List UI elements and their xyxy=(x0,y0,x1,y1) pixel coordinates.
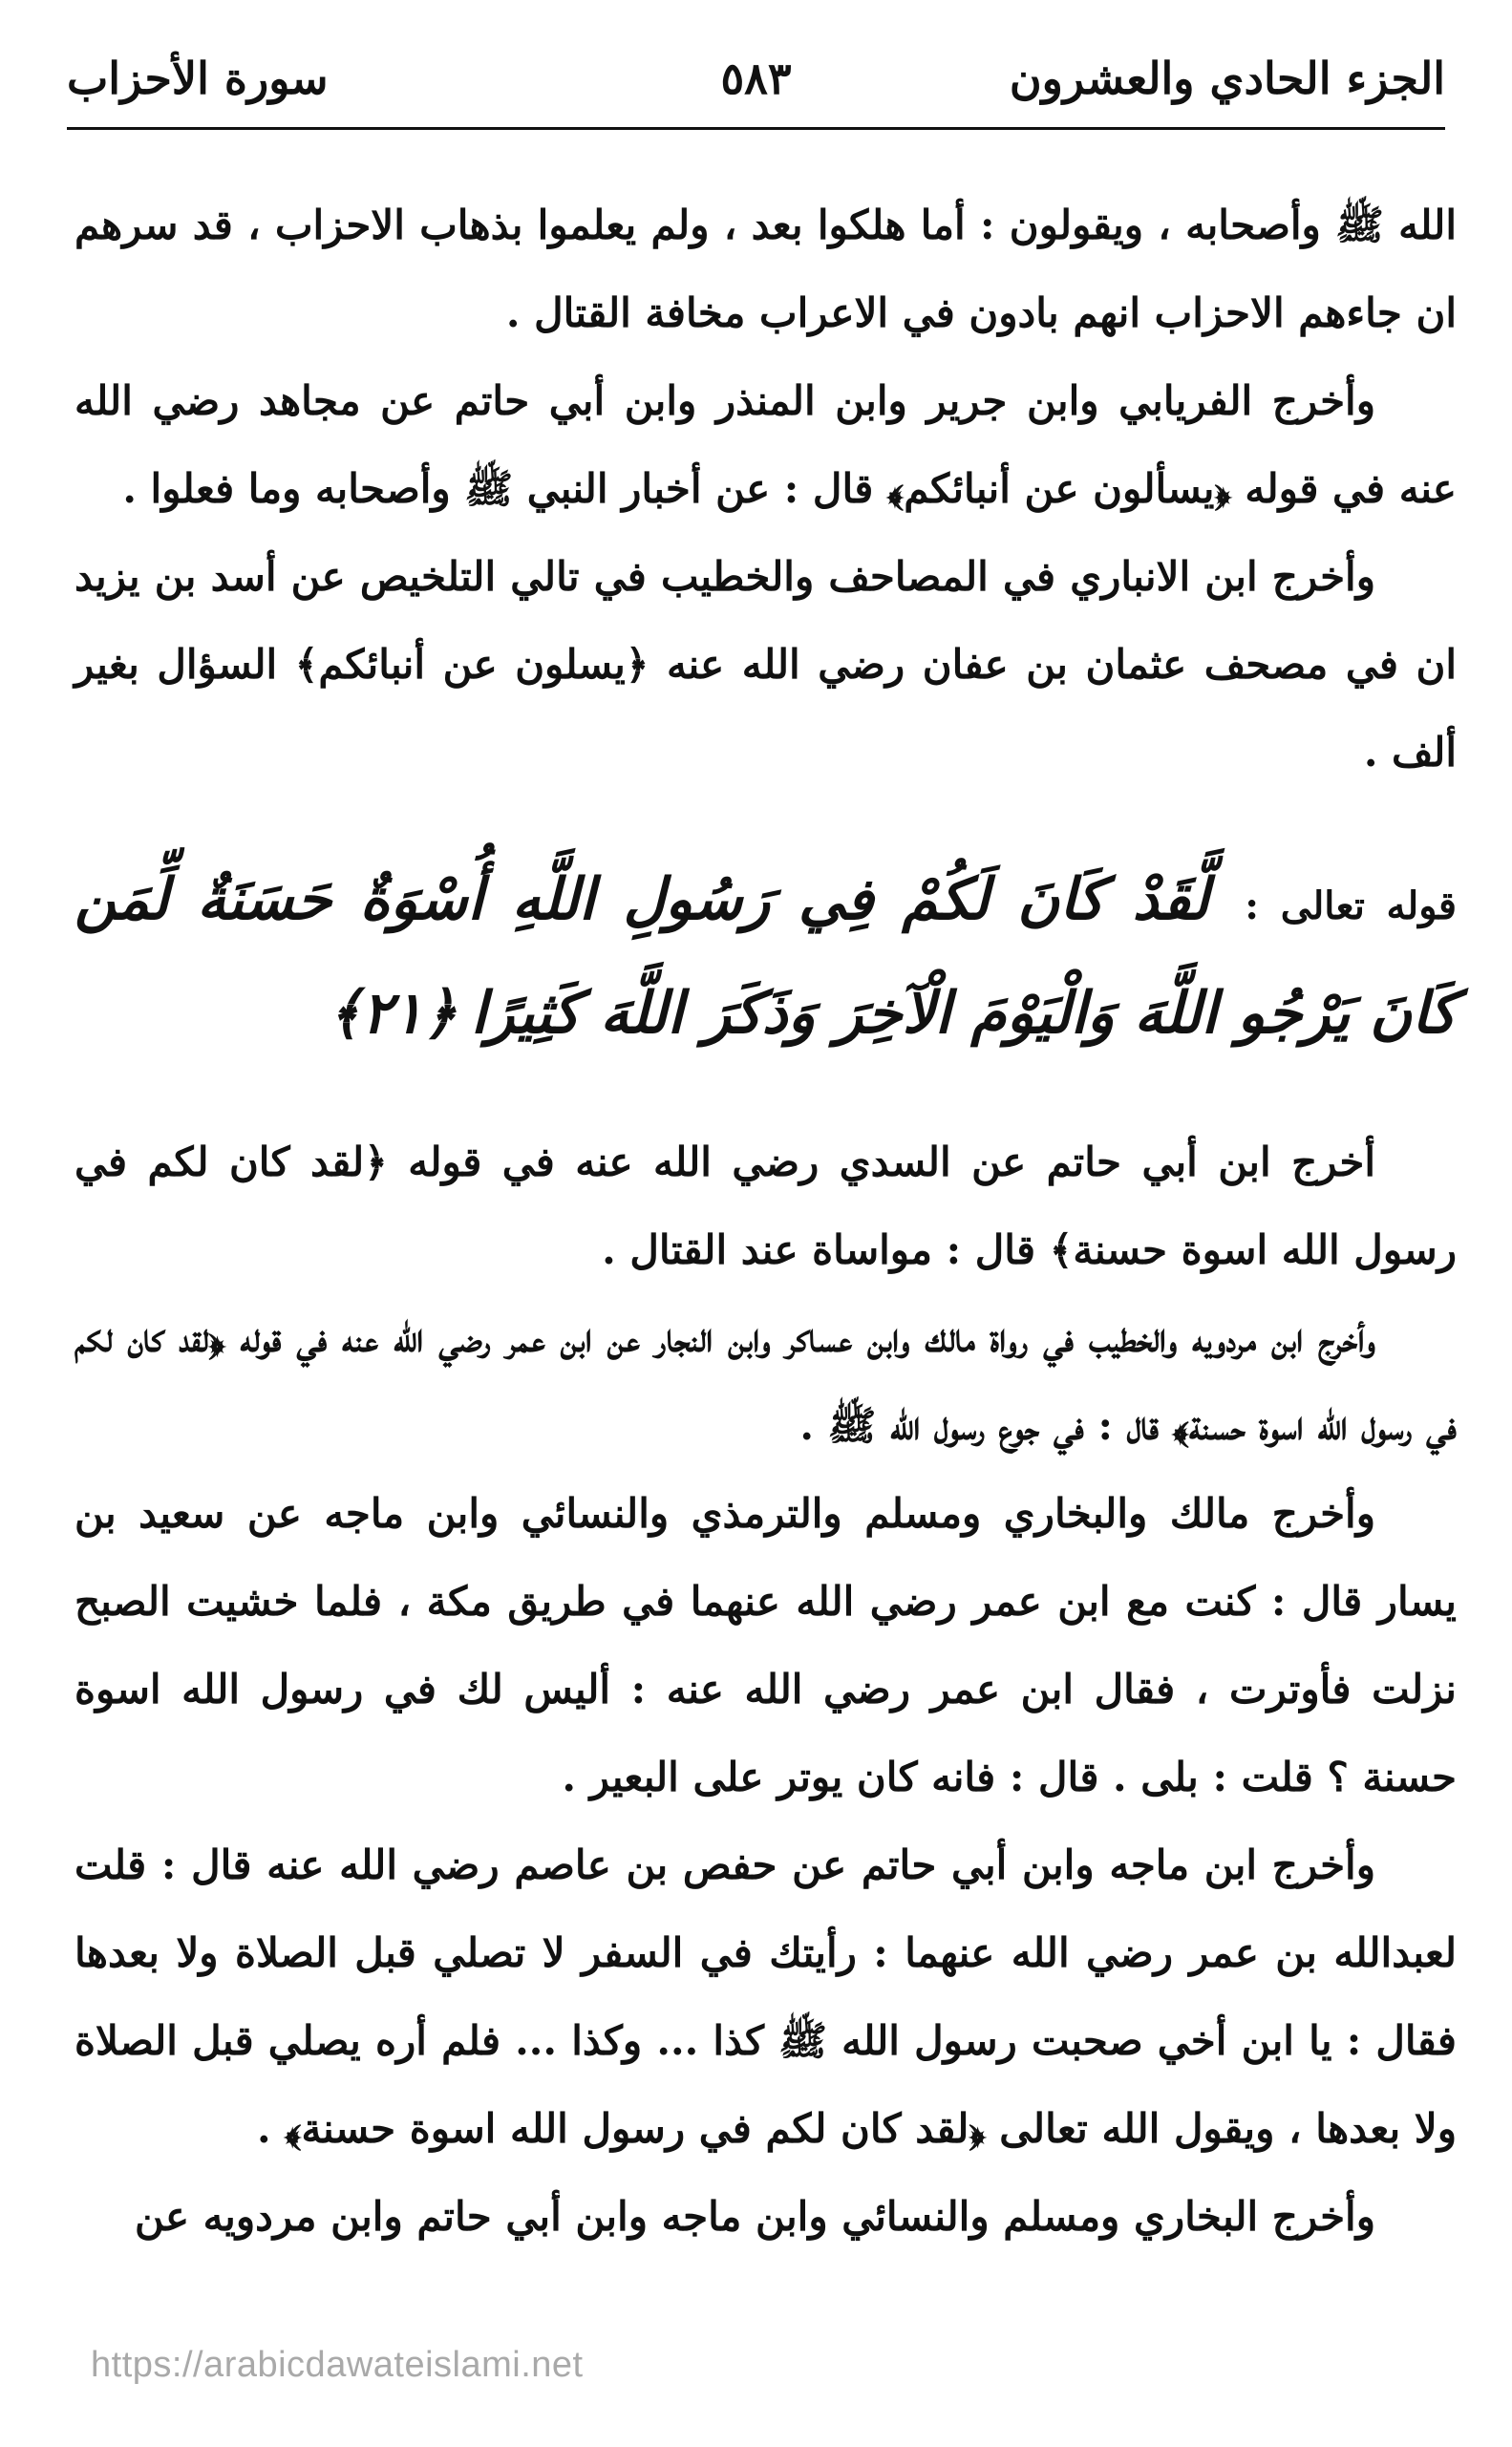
paragraph: وأخرج ابن الانباري في المصاحف والخطيب في تالي التلخيص عن أسد بن يزيد ان في مصحف عثمان بن عفان رضي الله عنه ﴿يسلون عن أنبائكم﴾ السؤال بغير ألف . xyxy=(75,553,1457,776)
paragraph: وأخرج الفريابي وابن جرير وابن المنذر وابن أبي حاتم عن مجاهد رضي الله عنه في قوله ﴿يسألون عن أنبائكم﴾ قال : عن أخبار النبي ﷺ وأصحابه وما فعلوا . xyxy=(75,377,1457,512)
paragraph: أخرج ابن أبي حاتم عن السدي رضي الله عنه في قوله ﴿لقد كان لكم في رسول الله اسوة حسنة﴾ قال : مواساة عند القتال . xyxy=(75,1138,1457,1273)
page-header xyxy=(67,43,1445,119)
header-rule xyxy=(67,127,1445,130)
quran-verse xyxy=(75,846,1457,1073)
verse-number: ﴿٢١﴾ xyxy=(328,980,458,1047)
verse-label: قوله تعالى : xyxy=(1245,883,1457,928)
juz-title: الجزء الحادي والعشرون xyxy=(1009,53,1445,104)
paragraph: وأخرج ابن مردويه والخطيب في رواة مالك وابن عساكر وابن النجار عن ابن عمر رضي الله عنه في قوله ﴿لقد كان لكم في رسول الله اسوة حسنة﴾ قال : في جوع رسول الله ﷺ . xyxy=(75,1314,1457,1449)
paragraph: الله ﷺ وأصحابه ، ويقولون : أما هلكوا بعد ، ولم يعلموا بذهاب الاحزاب ، قد سرهم ان جاءهم الاحزاب انهم بادون في الاعراب مخافة القتال . xyxy=(75,202,1457,336)
page-number: ٥٨٣ xyxy=(720,53,792,104)
surah-title: سورة الأحزاب xyxy=(67,53,329,104)
paragraph: وأخرج مالك والبخاري ومسلم والترمذي والنسائي وابن ماجه عن سعيد بن يسار قال : كنت مع ابن عمر رضي الله عنهما في طريق مكة ، فلما خشيت الصبح نزلت فأوترت ، فقال ابن عمر رضي الله عنه : أليس لك في رسول الله اسوة حسنة ؟ قلت : بلى . قال : فانه كان يوتر على البعير . xyxy=(75,1490,1457,1800)
verse-text: لَّقَدْ كَانَ لَكُمْ فِي رَسُولِ اللَّهِ أُسْوَةٌ حَسَنَةٌ لِّمَن كَانَ يَرْجُو اللَّهَ وَالْيَوْمَ الْآخِرَ وَذَكَرَ اللَّهَ كَثِيرًا xyxy=(75,866,1457,1047)
page-body xyxy=(75,181,1457,2261)
paragraph: وأخرج البخاري ومسلم والنسائي وابن ماجه وابن أبي حاتم وابن مردويه عن xyxy=(134,2193,1375,2240)
paragraph: وأخرج ابن ماجه وابن أبي حاتم عن حفص بن عاصم رضي الله عنه قال : قلت لعبدالله بن عمر رضي الله عنهما : رأيتك في السفر لا تصلي قبل الصلاة ولا بعدها فقال : يا ابن أخي صحبت رسول الله ﷺ كذا ... وكذا ... فلم أره يصلي قبل الصلاة ولا بعدها ، ويقول الله تعالى ﴿لقد كان لكم في رسول الله اسوة حسنة﴾ . xyxy=(75,1841,1457,2152)
watermark-url: https://arabicdawateislami.net xyxy=(91,2345,584,2385)
